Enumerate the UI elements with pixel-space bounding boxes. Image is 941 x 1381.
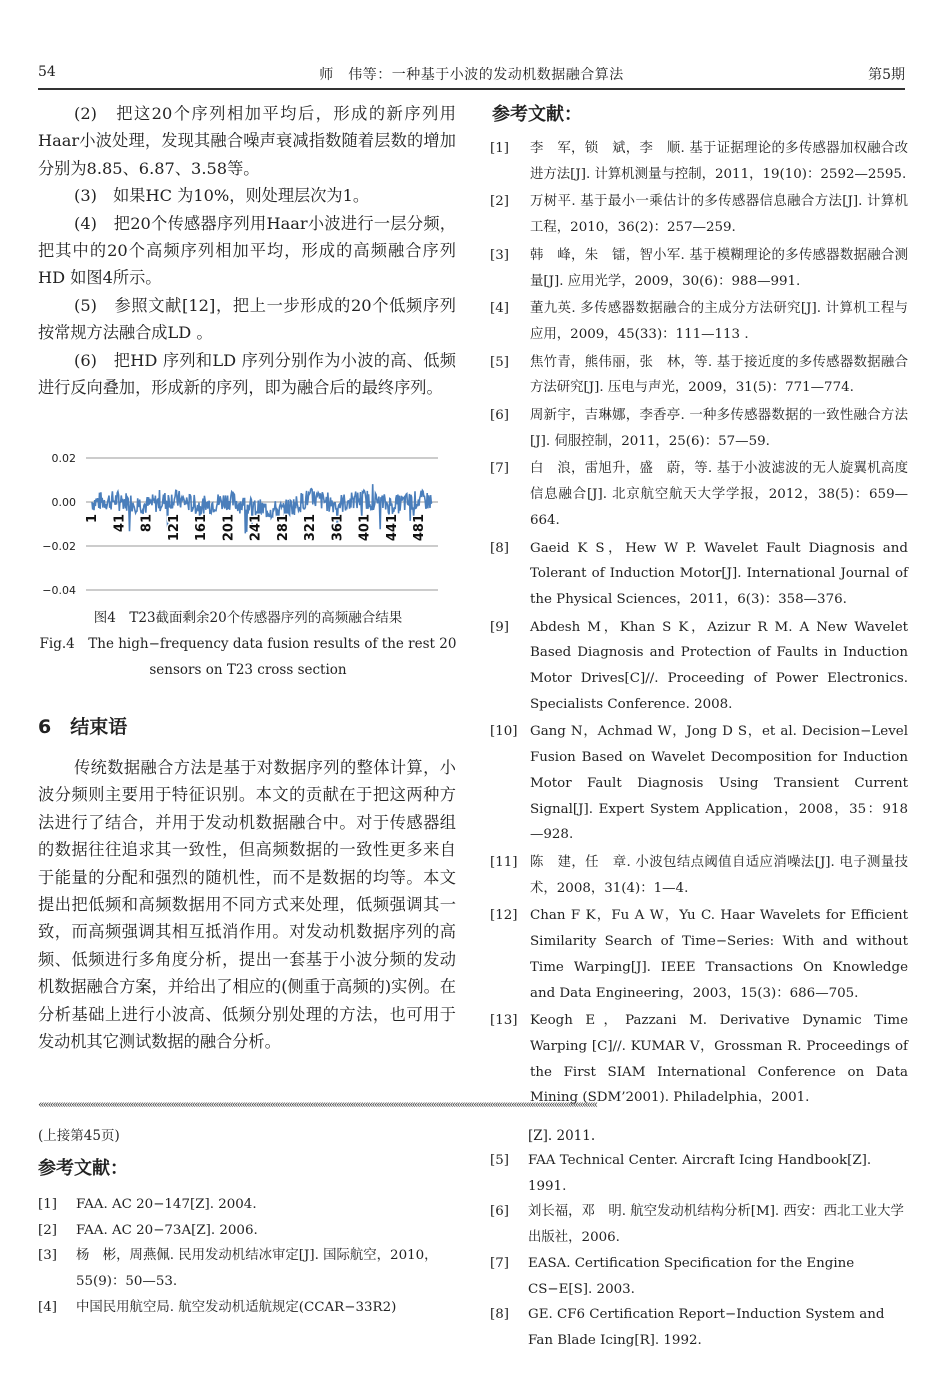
x-tick-label: 361 <box>330 514 346 542</box>
reference-text: 李 军，锁 斌，李 顺. 基于证据理论的多传感器加权融合改进方法[J]. 计算机测量与控制，2011，19(10)：2592—2595. <box>530 141 908 182</box>
fusion-chart <box>38 440 458 605</box>
reference-number: [5] <box>490 1153 509 1168</box>
reference-number: [10] <box>490 724 518 740</box>
bottom-left-column <box>38 1124 458 1321</box>
header-rule <box>38 88 905 90</box>
reference-item <box>490 1199 908 1250</box>
reference-text: EASA. Certification Specification for the Engine CS−E[S]. 2003. <box>528 1255 855 1297</box>
x-tick-label: 321 <box>303 514 319 542</box>
reference-item <box>490 1302 908 1353</box>
issue-number: 第5期 <box>868 67 905 83</box>
reference-text: 董九英. 多传感器数据融合的主成分方法研究[J]. 计算机工程与应用，2009，45(33)：111—113 . <box>530 301 908 342</box>
reference-item <box>490 850 908 901</box>
figure-caption-en-2: sensors on T23 cross section <box>149 662 347 678</box>
conclusion-body <box>38 754 456 1055</box>
reference-number: [6] <box>490 408 509 424</box>
reference-text: Gaeid K S，Hew W P. Wavelet Fault Diagnosis and Tolerant of Induction Motor[J]. International Journal of the Physical Sciences，2011，6(3)：358—376. <box>530 540 908 607</box>
reference-text: Gang N，Achmad W，Jong D S，et al. Decision−Level Fusion Based on Wavelet Decomposition for Induction Motor Fault Diagnosis Using Transient Current Signal[J]. Expert System Application，2008，35：918—928. <box>530 724 908 843</box>
section-heading: 6 结束语 <box>38 716 128 738</box>
reference-number: [6] <box>490 1204 509 1220</box>
reference-item <box>490 350 908 401</box>
conclusion-paragraph: 传统数据融合方法是基于对数据序列的整体计算，小波分频则主要用于特征识别。本文的贡献在于把这两种方法进行了结合，并用于发动机数据融合中。对于传感器组的数据往往追求其一致性，但高频数据的一致性更多来自于能量的分配和强烈的随机性，而不是数据的均等。本文提出把低频和高频数据用不同方式来处理，低频强调其一致，而高频强调其相互抵消作用。对发动机数据序列的高频、低频进行多角度分析，提出一套基于小波分频的发动机数据融合方案，并给出了相应的(侧重于高频的)实例。在分析基础上进行小波高、低频分别处理的方法，也可用于发动机其它测试数据的融合分析。 <box>38 758 456 1052</box>
reference-number: [5] <box>490 354 509 370</box>
reference-item <box>490 536 908 613</box>
step-paragraph-6: (6) 把HD 序列和LD 序列分别作为小波的高、低频进行反向叠加，形成新的序列，即为融合后的最终序列。 <box>38 350 456 398</box>
running-title: 师 伟等：一种基于小波的发动机数据融合算法 <box>319 67 624 83</box>
page-number: 54 <box>38 64 56 80</box>
reference-text: 陈 建，任 章. 小波包结点阈值自适应消噪法[J]. 电子测量技术，2008，31(4)：1—4. <box>530 854 908 896</box>
reference-list <box>490 136 908 1111</box>
bottom-left-reference-list <box>38 1192 458 1321</box>
reference-text: FAA. AC 20−147[Z]. 2004. <box>76 1197 257 1212</box>
reference-item <box>490 903 908 1006</box>
reference-item <box>490 403 908 454</box>
reference-text: 杨 彬，周燕佩. 民用发动机结冰审定[J]. 国际航空，2010，55(9)：50—53. <box>76 1248 438 1290</box>
x-tick-label: 481 <box>412 514 428 542</box>
reference-number: [12] <box>490 908 518 924</box>
y-tick-label: −0.02 <box>42 540 76 553</box>
x-tick-label: 241 <box>248 514 264 542</box>
reference-number: [2] <box>38 1222 57 1238</box>
step-paragraph-4: (4) 把20个传感器序列用Haar小波进行一层分频，把其中的20个高频序列相加平均，形成的高频融合序列HD 如图4所示。 <box>38 213 456 288</box>
reference-text: 焦竹青，熊伟丽，张 林，等. 基于接近度的多传感器数据融合方法研究[J]. 压电与声光，2009，31(5)：771—774. <box>530 354 908 396</box>
reference-number: [8] <box>490 1307 509 1323</box>
reference-item <box>38 1192 458 1218</box>
reference-text: 中国民用航空局. 航空发动机适航规定(CCAR−33R2) <box>76 1299 397 1315</box>
x-tick-label: 1 <box>85 514 100 524</box>
reference-number: [13] <box>490 1013 518 1029</box>
reference-item <box>38 1243 458 1294</box>
reference-item <box>490 296 908 347</box>
x-tick-label: 81 <box>139 514 155 533</box>
reference-item <box>490 1148 908 1199</box>
x-tick-label: 161 <box>194 514 210 542</box>
x-tick-label: 441 <box>384 514 400 542</box>
reference-number: [4] <box>490 301 509 317</box>
reference-number: [1] <box>38 1197 57 1212</box>
reference-continuation: [Z]. 2011. <box>528 1128 596 1144</box>
reference-text: FAA Technical Center. Aircraft Icing Handbook[Z]. 1991. <box>528 1153 872 1194</box>
reference-number: [7] <box>490 461 509 477</box>
references-title: 参考文献： <box>492 104 582 125</box>
reference-item <box>490 719 908 848</box>
figure-4 <box>38 440 458 609</box>
figure-caption <box>38 605 458 683</box>
left-column <box>38 100 456 401</box>
reference-number: [11] <box>490 854 518 870</box>
page-header <box>38 62 905 86</box>
reference-number: [1] <box>490 141 509 156</box>
reference-number: [3] <box>490 247 509 263</box>
reference-number: [7] <box>490 1255 509 1271</box>
reference-text: 白 浪，雷旭升，盛 蔚，等. 基于小波滤波的无人旋翼机高度信息融合[J]. 北京航空航天大学学报，2012，38(5)：659—664. <box>530 461 908 528</box>
bottom-right-reference-list <box>490 1148 908 1354</box>
section-separator: «««««««««««««««««««««««««««««««««««««««««««««««««««««««««««««««««««««««««««««««««««««««««««««««««««««««««««««««««««««« <box>38 1100 597 1110</box>
reference-text: 韩 峰，朱 镭，智小军. 基于模糊理论的多传感器数据融合测量[J]. 应用光学，2009，30(6)：988—991. <box>530 247 908 289</box>
x-tick-label: 281 <box>275 514 291 542</box>
y-tick-label: 0.00 <box>51 496 76 509</box>
x-tick-label: 201 <box>221 514 237 542</box>
reference-number: [2] <box>490 194 509 210</box>
reference-item <box>490 243 908 294</box>
reference-item <box>490 136 908 187</box>
reference-number: [8] <box>490 540 509 556</box>
reference-item <box>38 1295 458 1321</box>
x-tick-label: 121 <box>166 514 182 542</box>
reference-item <box>490 1251 908 1302</box>
continued-note: (上接第45页) <box>38 1128 120 1144</box>
reference-text: 刘长福，邓 明. 航空发动机结构分析[M]. 西安：西北工业大学出版社，2006. <box>528 1204 904 1246</box>
reference-number: [9] <box>490 619 509 635</box>
reference-text: GE. CF6 Certification Report−Induction System and Fan Blade Icing[R]. 1992. <box>528 1307 885 1348</box>
bottom-right-column <box>490 1124 908 1354</box>
reference-item <box>490 1008 908 1111</box>
reference-item <box>490 615 908 718</box>
step-paragraph-5: (5) 参照文献[12]，把上一步形成的20个低频序列按常规方法融合成LD 。 <box>38 295 456 343</box>
figure-caption-cn: 图4 T23截面剩余20个传感器序列的高频融合结果 <box>93 610 403 626</box>
reference-number: [4] <box>38 1299 57 1315</box>
reference-text: Abdesh M，Khan S K，Azizur R M. A New Wavelet Based Diagnosis and Protection of Faults in Induction Motor Drives[C]//. Proceeding of Power Electronics. Specialists Conference. 2008. <box>530 619 908 712</box>
reference-text: Chan F K，Fu A W，Yu C. Haar Wavelets for Efficient Similarity Search of Time−Series: With and without Time Warping[J]. IEEE Transactions On Knowledge and Data Engineering，2003，15(3)：686—705. <box>530 908 908 1001</box>
reference-item <box>490 456 908 533</box>
x-tick-label: 401 <box>357 514 373 542</box>
y-tick-label: 0.02 <box>51 452 76 465</box>
step-paragraph-2: (2) 把这20个序列相加平均后，形成的新序列用Haar小波处理，发现其融合噪声衰减指数随着层数的增加分别为8.85、6.87、3.58等。 <box>38 104 456 178</box>
reference-text: FAA. AC 20−73A[Z]. 2006. <box>76 1222 258 1238</box>
reference-item <box>490 189 908 240</box>
y-tick-label: −0.04 <box>42 584 76 597</box>
reference-item <box>38 1218 458 1244</box>
figure-caption-en-1: Fig.4 The high−frequency data fusion results of the rest 20 <box>39 636 457 652</box>
reference-text: Keogh E，Pazzani M. Derivative Dynamic Time Warping [C]//. KUMAR V，Grossman R. Proceedings of the First SIAM International Conference on Data Mining (SDM’2001). Philadelphia，2001. <box>530 1013 908 1106</box>
reference-text: 万树平. 基于最小一乘估计的多传感器信息融合方法[J]. 计算机工程，2010，36(2)：257—259. <box>530 194 908 236</box>
x-tick-label: 41 <box>112 514 128 533</box>
step-paragraph-3: (3) 如果HC 为10%，则处理层次为1。 <box>74 186 370 206</box>
bottom-references-title: 参考文献： <box>38 1158 128 1179</box>
reference-number: [3] <box>38 1248 57 1264</box>
right-column <box>490 100 908 1113</box>
reference-text: 周新宇，吉琳娜，李香亭. 一种多传感器数据的一致性融合方法[J]. 伺服控制，2011，25(6)：57—59. <box>530 408 908 449</box>
